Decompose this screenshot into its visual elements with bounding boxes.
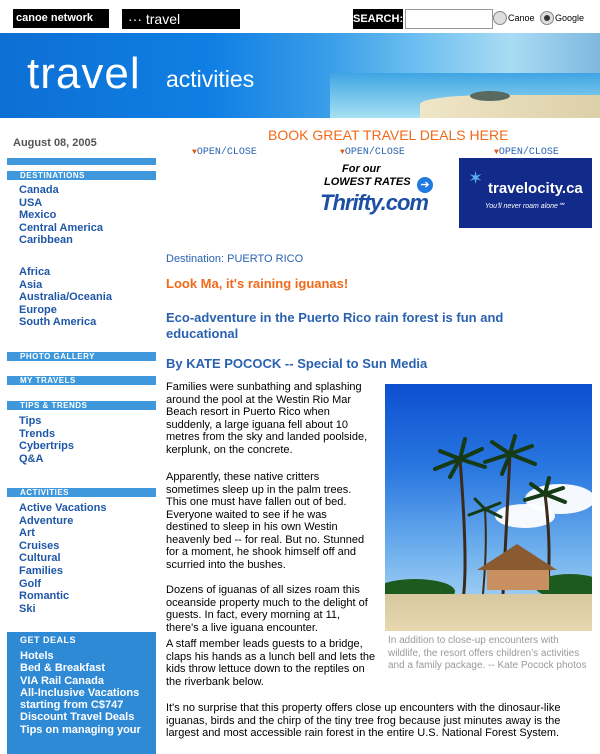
deal-link-tips-managing[interactable]: Tips on managing your <box>20 723 141 736</box>
top-bar <box>0 0 600 33</box>
open-close-label: OPEN/CLOSE <box>498 147 559 158</box>
thrifty-brand: Thrifty.com <box>320 190 428 215</box>
canoe-logo-text: canoe network <box>16 12 94 24</box>
nav-link-africa[interactable]: Africa <box>19 266 51 278</box>
banner-rock <box>470 91 510 101</box>
banner-title: travel <box>27 49 141 98</box>
deals-list <box>20 650 141 736</box>
search-input[interactable] <box>405 9 493 29</box>
nav-link-cultural[interactable]: Cultural <box>19 552 61 565</box>
photo-hut-roof <box>477 544 557 570</box>
arrow-down-icon: ▼ <box>192 148 197 157</box>
article-paragraph-3: Dozens of iguanas of all sizes roam this oceanside property much to the delight of guests. In fact, every morning at 11, there's a live iguana encounter. <box>166 584 368 634</box>
canoe-network-logo[interactable] <box>13 9 109 28</box>
deal-link-bed-breakfast[interactable]: Bed & Breakfast <box>20 662 105 675</box>
main-content <box>160 118 600 754</box>
arrow-down-icon: ▼ <box>340 148 345 157</box>
open-close-toggle-3[interactable] <box>494 147 559 158</box>
article-paragraph-4: A staff member leads guests to a bridge, claps his hands as a lunch bell and lets the kids throw lettuce down to the reptiles on the riverbank below. <box>166 638 376 688</box>
thrifty-ad[interactable] <box>320 161 438 221</box>
photo-hut <box>487 570 549 590</box>
nav-link-cybertrips[interactable]: Cybertrips <box>19 440 75 453</box>
nav-link-europe[interactable]: Europe <box>19 303 57 316</box>
nav-link-families[interactable]: Families <box>19 564 64 577</box>
nav-link-mexico[interactable]: Mexico <box>19 209 57 222</box>
nav-link-romantic[interactable]: Romantic <box>19 590 70 603</box>
nav-link-adventure[interactable]: Adventure <box>19 514 74 527</box>
nav-link-art[interactable]: Art <box>19 527 35 540</box>
nav-link-ski[interactable]: Ski <box>19 602 36 615</box>
article-paragraph-5: It's no surprise that this property offers close up encounters with the dinosaur-like iguanas, birds and the chirp of the tiny tree frog because just minutes away is the largest and most accessible rain forest in the entire U.S. National Forest System. <box>166 702 561 739</box>
resort-beach-photo <box>385 384 592 631</box>
radio-google[interactable] <box>540 11 554 25</box>
nav-head-my-travels[interactable]: MY TRAVELS <box>7 376 156 385</box>
deal-link-all-inclusive[interactable]: All-Inclusive Vacations <box>20 686 140 699</box>
nav-link-tips[interactable]: Tips <box>19 415 42 427</box>
travelocity-ad[interactable] <box>459 158 592 228</box>
nav-head-get-deals[interactable]: GET DEALS <box>7 636 156 645</box>
tips-list <box>19 415 74 465</box>
travelocity-tagline: You'll never roam alone℠ <box>485 203 566 210</box>
nav-link-qa[interactable]: Q&A <box>19 452 44 465</box>
nav-link-central-america[interactable]: Central America <box>19 221 103 234</box>
open-close-toggle-2[interactable] <box>340 147 405 158</box>
radio-canoe[interactable] <box>493 11 507 25</box>
article-paragraph-2: Apparently, these native critters sometimes sleep up in the palm trees. This one must have fallen out of bed. Everyone waited to see if he was destined to sleep in his own Westin heavenly bed -- for real. But no. Stunned for a moment, he shook himself off and scurried into the bushes. <box>166 471 365 571</box>
destination-label[interactable]: Destination: PUERTO RICO <box>166 253 304 265</box>
arrow-down-icon: ▼ <box>494 148 499 157</box>
thrifty-line1: For our <box>342 163 381 175</box>
open-close-label: OPEN/CLOSE <box>344 147 405 158</box>
get-deals-box <box>7 632 156 754</box>
search-label: SEARCH: <box>353 9 403 29</box>
nav-head-photo-gallery[interactable]: PHOTO GALLERY <box>7 352 156 361</box>
section-selector-label: ··· travel <box>128 11 181 27</box>
banner-beach <box>420 95 600 118</box>
radio-canoe-label: Canoe <box>508 13 535 23</box>
nav-link-canada[interactable]: Canada <box>19 184 59 196</box>
article-headline: Look Ma, it's raining iguanas! <box>166 276 349 291</box>
nav-link-australia-oceania[interactable]: Australia/Oceania <box>19 291 112 304</box>
open-close-label: OPEN/CLOSE <box>196 147 257 158</box>
nav-link-cruises[interactable]: Cruises <box>19 539 60 552</box>
deal-link-hotels[interactable]: Hotels <box>20 650 54 662</box>
nav-link-caribbean[interactable]: Caribbean <box>19 234 73 247</box>
travel-banner <box>0 33 600 118</box>
article-subhead: Eco-adventure in the Puerto Rico rain forest is fun and educational <box>166 310 504 341</box>
deal-link-starting-from[interactable]: starting from C$747 <box>20 699 124 712</box>
open-close-toggle-1[interactable] <box>192 147 257 158</box>
travelocity-brand: travelocity.ca <box>488 180 583 197</box>
left-sidebar <box>0 118 160 754</box>
deal-link-discount-travel[interactable]: Discount Travel Deals <box>20 711 135 724</box>
nav-head-tips-trends[interactable]: TIPS & TRENDS <box>7 401 156 410</box>
photo-caption: In addition to close-up encounters with wildlife, the resort offers children's activities and a family package. -- Kate Pocock photos <box>388 635 587 671</box>
deal-link-via-rail[interactable]: VIA Rail Canada <box>20 674 104 687</box>
nav-link-usa[interactable]: USA <box>19 196 43 209</box>
travelocity-star-icon: ✶ <box>468 168 484 188</box>
book-deals-heading: BOOK GREAT TRAVEL DEALS HERE <box>268 127 509 143</box>
article-paragraph-1: Families were sunbathing and splashing around the pool at the Westin Rio Mar Beach resort in Puerto Rico when suddenly, a large iguana fell about 10 metres from the sky and landed poolside, kerplunk, on the concrete. <box>166 381 368 456</box>
thrifty-line2: LOWEST RATES <box>324 176 411 188</box>
nav-link-asia[interactable]: Asia <box>19 278 43 291</box>
nav-link-trends[interactable]: Trends <box>19 427 56 440</box>
radio-google-label: Google <box>555 13 585 23</box>
activities-list <box>19 502 106 615</box>
divider-bar <box>7 158 156 165</box>
banner-subtitle: activities <box>166 66 255 92</box>
nav-link-active-vacations[interactable]: Active Vacations <box>19 502 107 514</box>
photo-beach <box>385 594 592 631</box>
search-block <box>353 9 600 31</box>
page-date: August 08, 2005 <box>13 137 97 149</box>
nav-head-activities[interactable]: ACTIVITIES <box>7 488 156 497</box>
destinations-list <box>19 184 103 247</box>
nav-link-golf[interactable]: Golf <box>19 577 41 590</box>
section-selector[interactable] <box>122 9 240 29</box>
arrow-right-icon: ➔ <box>417 177 433 193</box>
article-byline: By KATE POCOCK -- Special to Sun Media <box>166 356 428 371</box>
nav-link-south-america[interactable]: South America <box>19 316 97 329</box>
destinations-list-2 <box>19 266 112 329</box>
nav-head-destinations[interactable]: DESTINATIONS <box>7 171 156 180</box>
